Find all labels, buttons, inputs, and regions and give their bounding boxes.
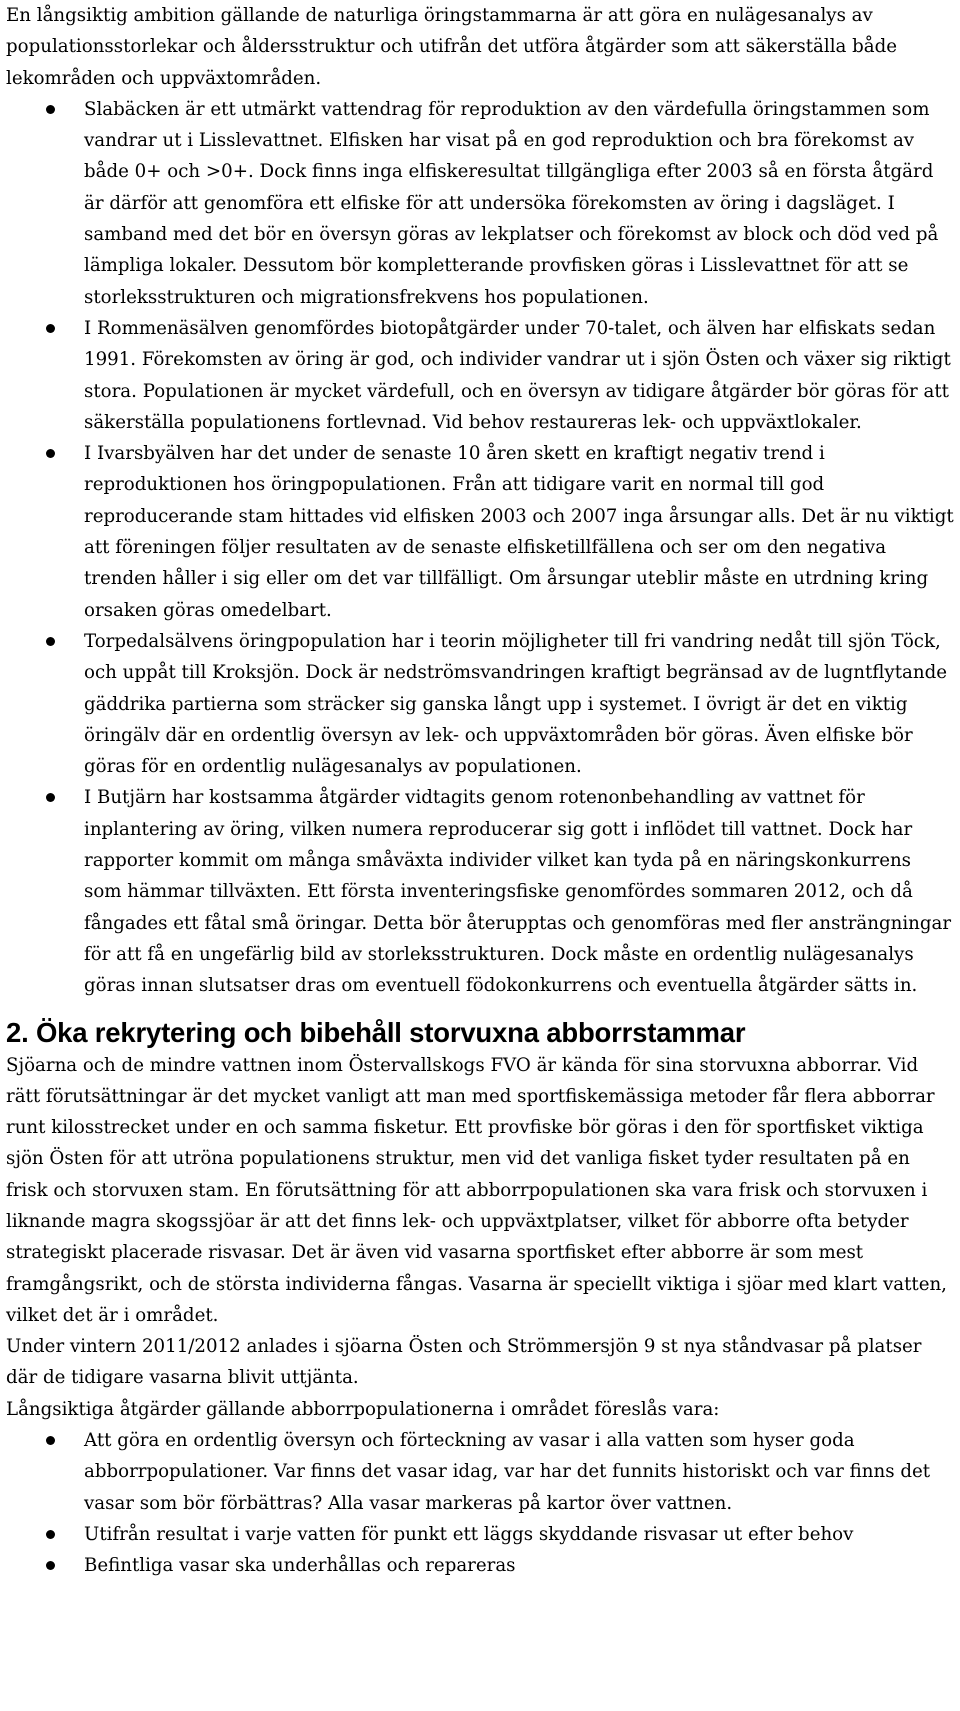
bullet-icon xyxy=(46,637,55,646)
perch-measures-list xyxy=(6,1425,954,1581)
bullet-icon xyxy=(46,1561,55,1570)
list-item-text: Befintliga vasar ska underhållas och repareras xyxy=(84,1555,516,1577)
section-paragraph: Sjöarna och de mindre vattnen inom Östervallskogs FVO är kända för sina storvuxna abborrar. Vid rätt förutsättningar är det mycket vanligt att man med sportfiskemässiga metoder får flera abborrar runt kilosstrecket under en och samma fisketur. Ett provfiske bör göras i den för sportfisket viktiga sjön Östen för att utröna populationens struktur, men vid det vanliga fisket tyder resultaten på en frisk och storvuxen stam. En förutsättning för att abborrpopulationen ska vara frisk och storvuxen i liknande magra skogssjöar är att det finns lek- och uppväxtplatser, vilket för abborre ofta betyder strategiskt placerade risvasar. Det är även vid vasarna sportfisket efter abborre är som mest framgångsrikt, och de största individerna fångas. Vasarna är speciellt viktiga i sjöar med klart vatten, vilket det är i området. xyxy=(6,1054,947,1326)
list-item xyxy=(6,94,954,313)
bullet-icon xyxy=(46,1530,55,1539)
list-item-text: I Rommenäsälven genomfördes biotopåtgärder under 70-talet, och älven har elfiskats sedan 1991. Förekomsten av öring är god, och individer vandrar ut i sjön Östen och växer sig riktigt stora. Populationen är mycket värdefull, och en översyn av tidigare åtgärder bör göras för att säkerställa populationens fortlevnad. Vid behov restaureras lek- och uppväxtlokaler. xyxy=(84,317,951,433)
list-item xyxy=(6,313,954,438)
list-item xyxy=(6,782,954,1001)
list-item-text: I Butjärn har kostsamma åtgärder vidtagits genom rotenonbehandling av vattnet för inplantering av öring, vilken numera reproducerar sig gott i inflödet till vattnet. Dock har rapporter kommit om många småväxta individer vilket kan tyda på en näringskonkurrens som hämmar tillväxten. Ett första inventeringsfiske genomfördes sommaren 2012, och då fångades ett fåtal små öringar. Detta bör återupptas och genomföras med fler ansträngningar för att få en ungefärlig bild av storleksstrukturen. Dock måste en ordentlig nulägesanalys göras innan slutsatser dras om eventuell födokonkurrens och eventuella åtgärder sätts in. xyxy=(84,787,952,997)
document-page xyxy=(6,0,954,1582)
list-item xyxy=(6,1519,954,1550)
list-item-text: Att göra en ordentlig översyn och förteckning av vasar i alla vatten som hyser goda abborrpopulationer. Var finns det vasar idag, var har det funnits historiskt och var finns det vasar som bör förbättras? Alla vasar markeras på kartor över vattnen. xyxy=(84,1430,931,1514)
section-paragraph: Under vintern 2011/2012 anlades i sjöarna Östen och Strömmersjön 9 st nya ståndvasar på platser där de tidigare vasarna blivit uttjänta. xyxy=(6,1336,922,1389)
list-item xyxy=(6,626,954,782)
intro-paragraph: En långsiktig ambition gällande de naturliga öringstammarna är att göra en nulägesanalys av populationsstorlekar och åldersstruktur och utifrån det utföra åtgärder som att säkerställa både lekområden och uppväxtområden. xyxy=(6,5,898,89)
list-item xyxy=(6,1425,954,1519)
stream-measures-list xyxy=(6,94,954,1002)
list-item-text: Torpedalsälvens öringpopulation har i teorin möjligheter till fri vandring nedåt till sjön Töck, och uppåt till Kroksjön. Dock är nedströmsvandringen kraftigt begränsad av de lugntflytande gäddrika partierna som sträcker sig ganska långt upp i systemet. I övrigt är det en viktig öringälv där en ordentlig översyn av lek- och uppväxtområden bör göras. Även elfiske bör göras för en ordentlig nulägesanalys av populationen. xyxy=(84,630,947,778)
bullet-icon xyxy=(46,324,55,333)
list-item-text: I Ivarsbyälven har det under de senaste 10 åren skett en kraftigt negativ trend i reproduktionen hos öringpopulationen. Från att tidigare varit en normal till god reproducerande stam hittades vid elfisken 2003 och 2007 inga årsungar alls. Det är nu viktigt att föreningen följer resultaten av de senaste elfisketillfällena och ser om den negativa trenden håller i sig eller om det var tillfälligt. Om årsungar uteblir måste en utrdning kring orsaken göras omedelbart. xyxy=(84,443,954,621)
list-item xyxy=(6,438,954,626)
bullet-icon xyxy=(46,105,55,114)
list-item-text: Slabäcken är ett utmärkt vattendrag för reproduktion av den värdefulla öringstammen som vandrar ut i Lisslevattnet. Elfisken har visat på en god reproduktion och bra förekomst av både 0+ och >0+. Dock finns inga elfiskeresultat tillgängliga efter 2003 så en första åtgärd är därför att genomföra ett elfiske för att undersöka förekomsten av öring i dagsläget. I samband med det bör en översyn göras av lekplatser och förekomst av block och död ved på lämpliga lokaler. Dessutom bör kompletterande provfisken göras i Lisslevattnet för att se storleksstrukturen och migrationsfrekvens hos populationen. xyxy=(84,98,939,308)
bullet-icon xyxy=(46,793,55,802)
section-paragraph: Långsiktiga åtgärder gällande abborrpopulationerna i området föreslås vara: xyxy=(6,1398,720,1420)
list-item-text: Utifrån resultat i varje vatten för punkt ett läggs skyddande risvasar ut efter behov xyxy=(84,1523,854,1545)
list-item xyxy=(6,1550,954,1581)
section-heading: 2. Öka rekrytering och bibehåll storvuxna abborrstammar xyxy=(6,1016,746,1048)
bullet-icon xyxy=(46,1436,55,1445)
bullet-icon xyxy=(46,449,55,458)
